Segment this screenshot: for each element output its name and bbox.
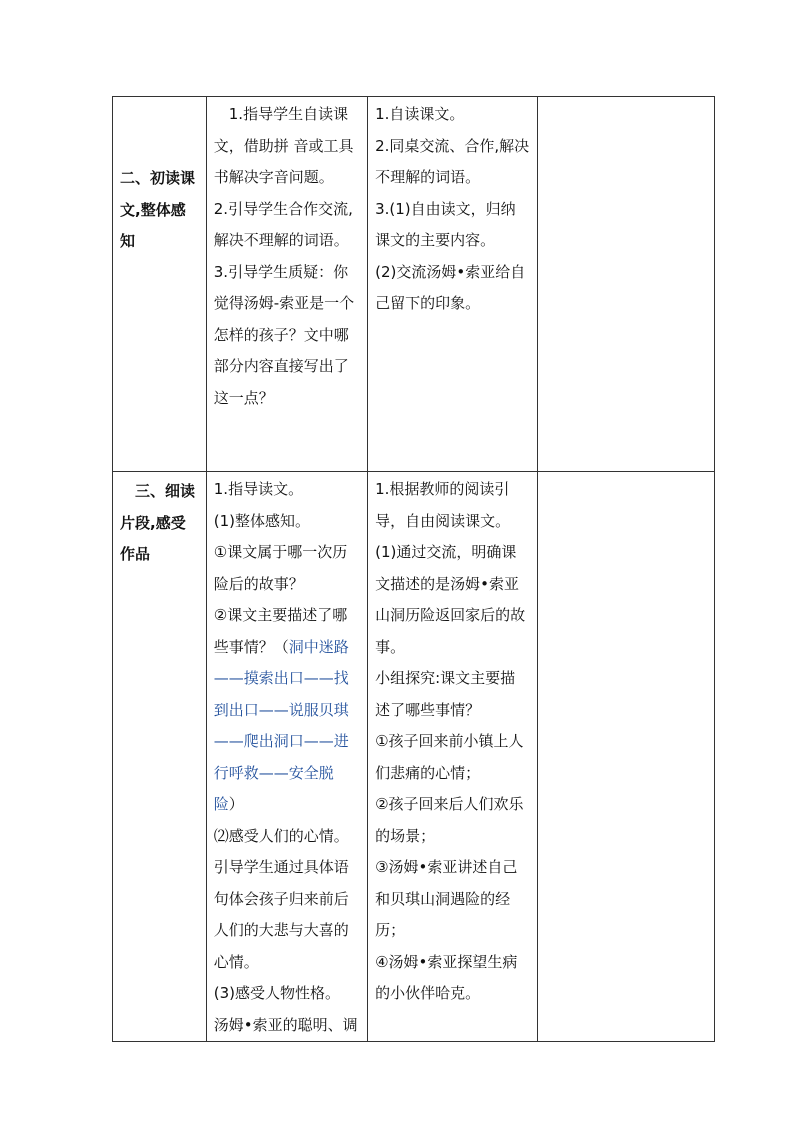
student-activity-cell [368, 472, 537, 1042]
notes-text [538, 97, 715, 99]
stage-label: 二、初读课文,整体感知 [120, 169, 196, 250]
teacher-item: 汤姆•索亚的聪明、调 [213, 1015, 358, 1034]
table-row [113, 472, 715, 1042]
teacher-item: 引导学生通过具体语句体会孩子归来前后人们的大悲与大喜的心情。 [213, 858, 349, 971]
student-item: ④汤姆•索亚探望生病的小伙伴哈克。 [375, 952, 518, 1002]
teacher-item-text: ②课文主要描述了哪些事情？（ [213, 606, 348, 656]
notes-cell [537, 472, 715, 1042]
student-item: ①孩子回来前小镇上人们悲痛的心情； [375, 732, 524, 782]
table-row [113, 97, 715, 472]
student-item: 小组探究:课文主要描述了哪些事情？ [375, 669, 516, 719]
plot-sequence-text: 洞中迷路——摸索出口——找到出口——说服贝琪——爬出洞口——进行呼救——安全脱险 [213, 637, 349, 813]
student-item: (1)通过交流，明确课文描述的是汤姆•索亚山洞历险返回家后的故事。 [375, 543, 526, 656]
teacher-item: (1)整体感知。 [213, 511, 311, 530]
teacher-item: 1.指导学生自读课文，借助拼 音或工具书解决字音问题。 [213, 105, 354, 186]
student-item: ③汤姆•索亚讲述自己和贝琪山洞遇险的经历； [375, 858, 518, 939]
student-item: 1.自读课文。 [375, 105, 465, 123]
notes-text [538, 472, 715, 474]
stage-label: 三、细读片段,感受作品 [120, 482, 196, 563]
teacher-item: ①课文属于哪一次历险后的故事？ [213, 543, 348, 593]
teacher-item [214, 600, 360, 821]
teacher-activity-cell [206, 97, 367, 472]
student-activity-cell [368, 97, 537, 472]
teacher-item: 3.引导学生质疑：你觉得汤姆-索亚是一个怎样的孩子？文中哪部分内容直接写出了这一点？ [213, 262, 355, 407]
lesson-plan-table [112, 96, 715, 1042]
teacher-item: 2.引导学生合作交流,解决不理解的词语。 [213, 199, 353, 249]
stage-cell [113, 97, 207, 472]
student-item: 2.同桌交流、合作,解决不理解的词语。 [375, 136, 530, 186]
student-item: ②孩子回来后人们欢乐的场景； [375, 795, 524, 845]
notes-cell [537, 97, 715, 472]
teacher-item: 1.指导读文。 [213, 480, 304, 498]
student-item: (2)交流汤姆•索亚给自己留下的印象。 [375, 262, 526, 312]
teacher-activity-cell [206, 472, 367, 1042]
stage-cell [113, 472, 207, 1042]
teacher-item-text: ） [228, 795, 244, 813]
student-item: 1.根据教师的阅读引导，自由阅读课文。 [375, 480, 511, 530]
teacher-item: (3)感受人物性格。 [213, 984, 341, 1002]
student-item: 3.(1)自由读文，归纳课文的主要内容。 [375, 199, 516, 249]
teacher-item: ⑵感受人们的心情。 [213, 826, 349, 845]
